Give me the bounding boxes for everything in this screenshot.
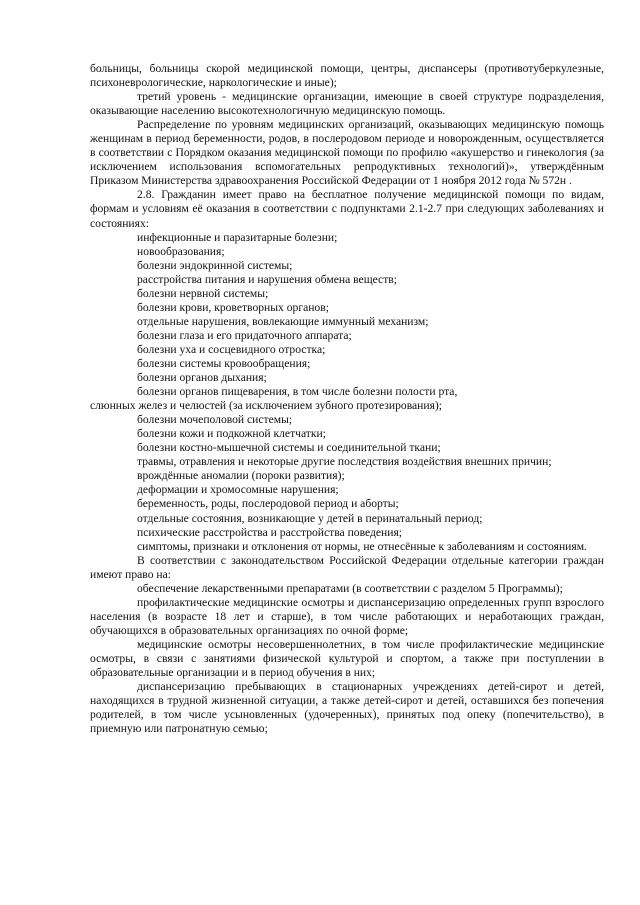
list-item: болезни кожи и подкожной клетчатки;	[137, 427, 326, 441]
list-item: болезни органов дыхания;	[137, 371, 267, 385]
paragraph-checkups-minors: медицинские осмотры несовершеннолетних, в том числе профилактические медицинские осмотры, в связи с занятиями физической культурой и спортом, а также при поступлении в образовательные организации и в период обучения в них;	[90, 637, 604, 680]
paragraph-third-level: третий уровень - медицинские организации, имеющие в своей структуре подразделения, оказывающие населению высокотехнологичную медицинскую помощь.	[90, 90, 604, 118]
list-item: болезни мочеполовой системы;	[137, 413, 293, 427]
list-item: болезни глаза и его придаточного аппарата;	[137, 328, 352, 342]
paragraph-institutions: больницы, больницы скорой медицинской помощи, центры, диспансеры (противотуберкулезные, психоневрологические, наркологические и иные);	[90, 62, 604, 90]
paragraph-categories: В соответствии с законодательством Российской Федерации отдельные категории граждан имеют право на:	[90, 553, 604, 581]
list-item: отдельные состояния, возникающие у детей в перинатальный период;	[137, 511, 483, 525]
paragraph-medicines: обеспечение лекарственными препаратами (в соответствии с разделом 5 Программы);	[137, 581, 563, 595]
list-item: расстройства питания и нарушения обмена веществ;	[137, 272, 397, 286]
list-item: врождённые аномалии (пороки развития);	[137, 469, 345, 483]
list-item: психические расстройства и расстройства поведения;	[137, 525, 402, 539]
list-item: отдельные нарушения, вовлекающие иммунный механизм;	[137, 314, 429, 328]
list-item: болезни уха и сосцевидного отростка;	[137, 342, 326, 356]
paragraph-checkups-adults: профилактические медицинские осмотры и диспансеризацию определенных групп взрослого населения (в возрасте 18 лет и старше), в том числе работающих и неработающих граждан, обучающихся в образовательных организациях по очной форме;	[90, 595, 604, 637]
paragraph-2-8: 2.8. Гражданин имеет право на бесплатное получение медицинской помощи по видам, формам и условиям её оказания в соответствии с подпунктами 2.1-2.7 при следующих заболеваниях и состояниях:	[90, 188, 604, 230]
list-item: болезни костно-мышечной системы и соединительной ткани;	[137, 441, 441, 455]
list-item: беременность, роды, послеродовой период и аборты;	[137, 497, 399, 511]
list-item: травмы, отравления и некоторые другие последствия воздействия внешних причин;	[137, 455, 552, 469]
paragraph-distribution: Распределение по уровням медицинских организаций, оказывающих медицинскую помощь женщинам в период беременности, родов, в послеродовом периоде и новорожденным, осуществляется в соответствии с Порядком оказания медицинской помощи по профилю «акушерство и гинекология (за исключением использования вспомогательных репродуктивных технологий)», утверждённым Приказом Министерства здравоохранения Российской Федерации от 1 ноября 2012 года № 572н .	[90, 118, 604, 188]
list-item: деформации и хромосомные нарушения;	[137, 483, 339, 497]
list-item-continuation: слюнных желез и челюстей (за исключением зубного протезирования);	[90, 399, 442, 413]
list-item: новообразования;	[137, 244, 225, 258]
list-item: болезни эндокринной системы;	[137, 258, 293, 272]
list-item: болезни системы кровообращения;	[137, 356, 311, 370]
list-item: болезни органов пищеварения, в том числе болезни полости рта,	[137, 385, 458, 399]
list-item: болезни нервной системы;	[137, 286, 269, 300]
paragraph-orphans: диспансеризацию пребывающих в стационарных учреждениях детей-сирот и детей, находящихся в трудной жизненной ситуации, а также детей-сирот и детей, оставшихся без попечения родителей, в том числе усыновленных (удочеренных), принятых под опеку (попечительство), в приемную или патронатную семью;	[90, 680, 604, 736]
disease-list	[90, 231, 604, 540]
paragraph-symptoms: симптомы, признаки и отклонения от нормы, не отнесённые к заболеваниям и состояниям.	[137, 539, 587, 553]
document-page	[90, 62, 604, 736]
list-item: инфекционные и паразитарные болезни;	[137, 230, 338, 244]
list-item: болезни крови, кроветворных органов;	[137, 300, 329, 314]
